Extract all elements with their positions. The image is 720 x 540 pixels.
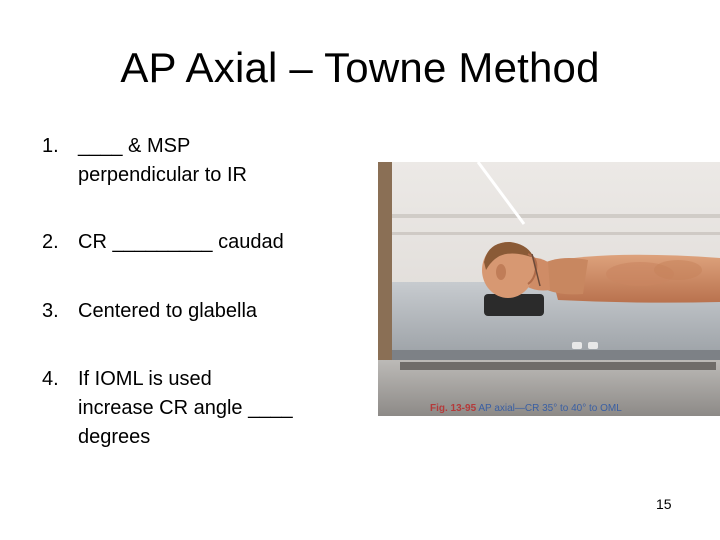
page-number: 15 [656, 496, 672, 512]
list-item [42, 365, 362, 452]
list-item-text: ____ & MSP perpendicular to IR [78, 135, 247, 186]
list-item-text: If IOML is used increase CR angle ____ degrees [78, 368, 293, 448]
list-item [42, 132, 362, 190]
list-item-number: 2. [42, 231, 59, 253]
list-item [42, 228, 362, 257]
equipment-edge [378, 162, 392, 362]
figure-caption-label: Fig. 13-95 [430, 403, 477, 414]
list-item-text: CR _________ caudad [78, 231, 284, 253]
list-item-text: Centered to glabella [78, 300, 258, 322]
patient-positioning-photo [378, 162, 720, 416]
list-item-number: 1. [42, 135, 59, 157]
slide-title: AP Axial – Towne Method [120, 44, 600, 91]
figure-caption-text: AP axial—CR 35° to 40° to OML [478, 403, 622, 414]
figure-caption [430, 402, 720, 416]
list-item-number: 4. [42, 368, 59, 390]
list-item [42, 297, 362, 326]
list-item-number: 3. [42, 300, 59, 322]
head-sponge [484, 294, 544, 316]
